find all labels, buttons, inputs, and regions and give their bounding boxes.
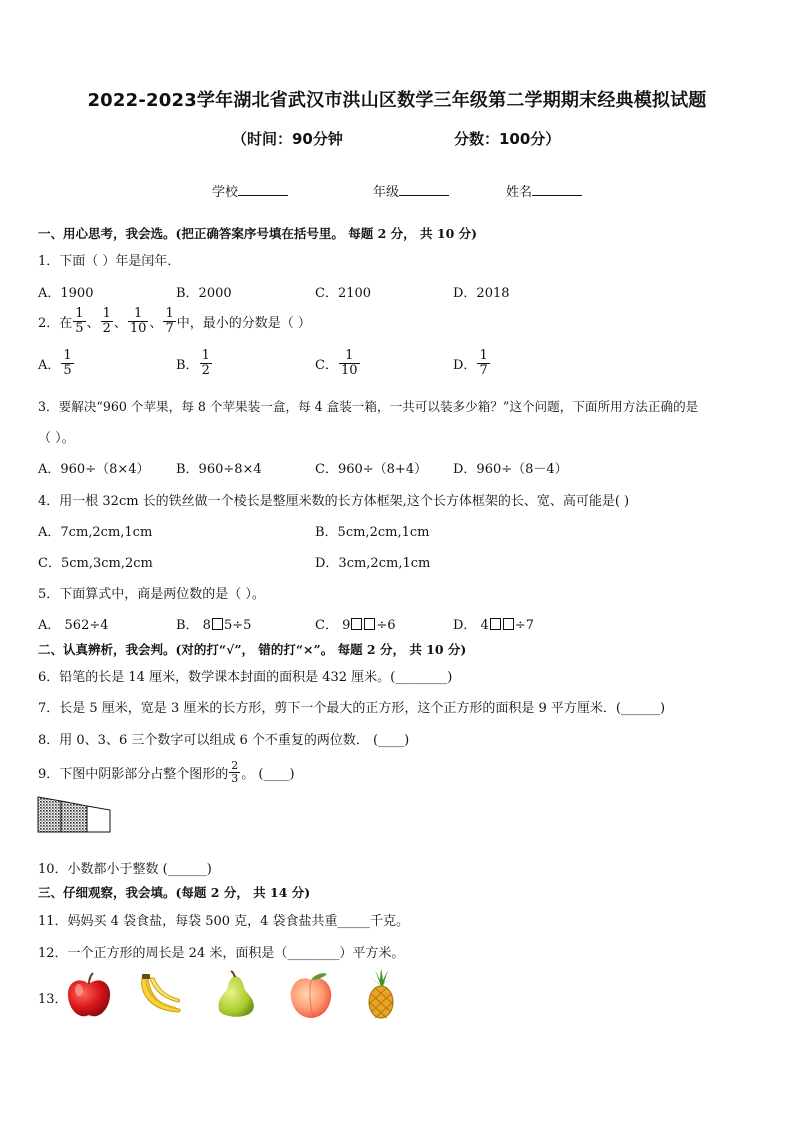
question-3-line-2: （ ）。 [38, 431, 75, 446]
q2-option-c: C． $\frac{1}{10}$ [315, 348, 358, 378]
question-10: 10．小数都小于整数 (______) [38, 862, 212, 877]
name-field [506, 181, 582, 200]
q3-option-b: B．960÷8×4 [176, 462, 262, 477]
peach-icon [287, 970, 335, 1020]
question-9: 9．下图中阴影部分占整个图形的 $\frac{2}{3}$ 。 (____) [38, 759, 295, 785]
q2-fraction-2: $\frac{1}{2}$ [102, 306, 111, 336]
banana-icon [136, 972, 184, 1020]
question-3: 3．要解决“960 个苹果，每 8 个苹果装一盒，每 4 盒装一箱，一共可以装多少箱？”这个问题，下面所用方法正确的是 [38, 399, 699, 414]
page-title: 2022-2023学年湖北省武汉市洪山区数学三年级第二学期期末经典模拟试题 [87, 90, 707, 111]
name-blank[interactable] [532, 195, 582, 196]
q5-option-b: B． 8 5÷5 [176, 618, 252, 633]
question-8: 8．用 0、3、6 三个数字可以组成 6 个不重复的两位数． (____) [38, 733, 410, 748]
question-4: 4．用一根 32cm 长的铁丝做一个棱长是整厘米数的长方体框架,这个长方体框架的长、宽、高可能是( ) [38, 494, 630, 509]
q1-option-a: A．1900 [38, 286, 94, 301]
q2-option-a: A． $\frac{1}{5}$ [38, 348, 72, 378]
blank-box-icon [364, 618, 375, 630]
grade-label: 年级 [373, 185, 400, 200]
q2-option-d: D． $\frac{1}{7}$ [453, 348, 488, 378]
blank-box-icon [212, 618, 223, 630]
question-2: 2．在 $\frac{1}{5}$ 、 $\frac{1}{2}$ 、 $\frac{1}{10}$ 、 $\frac{1}{7}$ 中，最小的分数是（ ） [38, 306, 311, 336]
q3-option-a: A．960÷（8×4） [38, 462, 150, 477]
q4-option-a: A．7cm,2cm,1cm [38, 525, 153, 540]
unshaded-part [87, 806, 110, 832]
blank-box-icon [503, 618, 514, 630]
q5-option-a: A． 562÷4 [38, 618, 109, 633]
school-field [212, 181, 288, 200]
q2-fraction-4: $\frac{1}{7}$ [165, 306, 174, 336]
apple-icon [65, 970, 113, 1020]
q1-option-c: C．2100 [315, 286, 372, 301]
question-12: 12．一个正方形的周长是 24 米，面积是（________）平方米。 [38, 946, 405, 961]
q5-option-c: C． 9 ÷6 [315, 618, 396, 633]
q1-option-b: B．2000 [176, 286, 232, 301]
grade-blank[interactable] [399, 195, 449, 196]
q2-option-b: B． $\frac{1}{2}$ [176, 348, 210, 378]
q1-option-d: D．2018 [453, 286, 510, 301]
name-label: 姓名 [506, 185, 533, 200]
q4-option-d: D．3cm,2cm,1cm [315, 556, 431, 571]
question-7: 7．长是 5 厘米，宽是 3 厘米的长方形，剪下一个最大的正方形，这个正方形的面积是 9 平方厘米．(______) [38, 701, 666, 716]
blank-box-icon [351, 618, 362, 630]
section-1-heading: 一、用心思考，我会选。(把正确答案序号填在括号里。 每题 2 分， 共 10 分) [38, 226, 478, 241]
section-3-heading: 三、仔细观察，我会填。(每题 2 分， 共 14 分) [38, 885, 311, 900]
q3-option-c: C．960÷（8+4） [315, 462, 428, 477]
pear-icon [213, 970, 259, 1020]
q5-option-d: D． 4 ÷7 [453, 618, 534, 633]
section-2-heading: 二、认真辨析，我会判。(对的打“√”， 错的打“×”。 每题 2 分， 共 10 分) [38, 642, 467, 657]
q2-fraction-1: $\frac{1}{5}$ [75, 306, 84, 336]
question-1: 1．下面（ ）年是闰年． [38, 254, 181, 269]
q4-option-c: C．5cm,3cm,2cm [38, 556, 153, 571]
q4-option-b: B．5cm,2cm,1cm [315, 525, 430, 540]
shaded-figure [37, 795, 113, 835]
q2-fraction-3: $\frac{1}{10}$ [129, 306, 147, 336]
q3-option-d: D．960÷（8－4） [453, 462, 568, 477]
blank-box-icon [490, 618, 501, 630]
question-6: 6．铅笔的长是 14 厘米，数学课本封面的面积是 432 厘米。(________) [38, 670, 453, 685]
shaded-part-1 [38, 797, 61, 832]
time-label: （时间：90分钟 [232, 130, 343, 148]
school-blank[interactable] [238, 195, 288, 196]
q9-fraction: $\frac{2}{3}$ [231, 759, 239, 785]
question-13: 13． [38, 992, 68, 1007]
grade-field [373, 181, 449, 200]
school-label: 学校 [212, 185, 239, 200]
pineapple-icon [359, 968, 403, 1020]
score-label: 分数：100分） [454, 130, 561, 148]
question-11: 11．妈妈买 4 袋食盐，每袋 500 克，4 袋食盐共重_____千克。 [38, 914, 410, 929]
shaded-part-2 [61, 801, 87, 832]
question-5: 5．下面算式中，商是两位数的是（ ）。 [38, 587, 265, 602]
